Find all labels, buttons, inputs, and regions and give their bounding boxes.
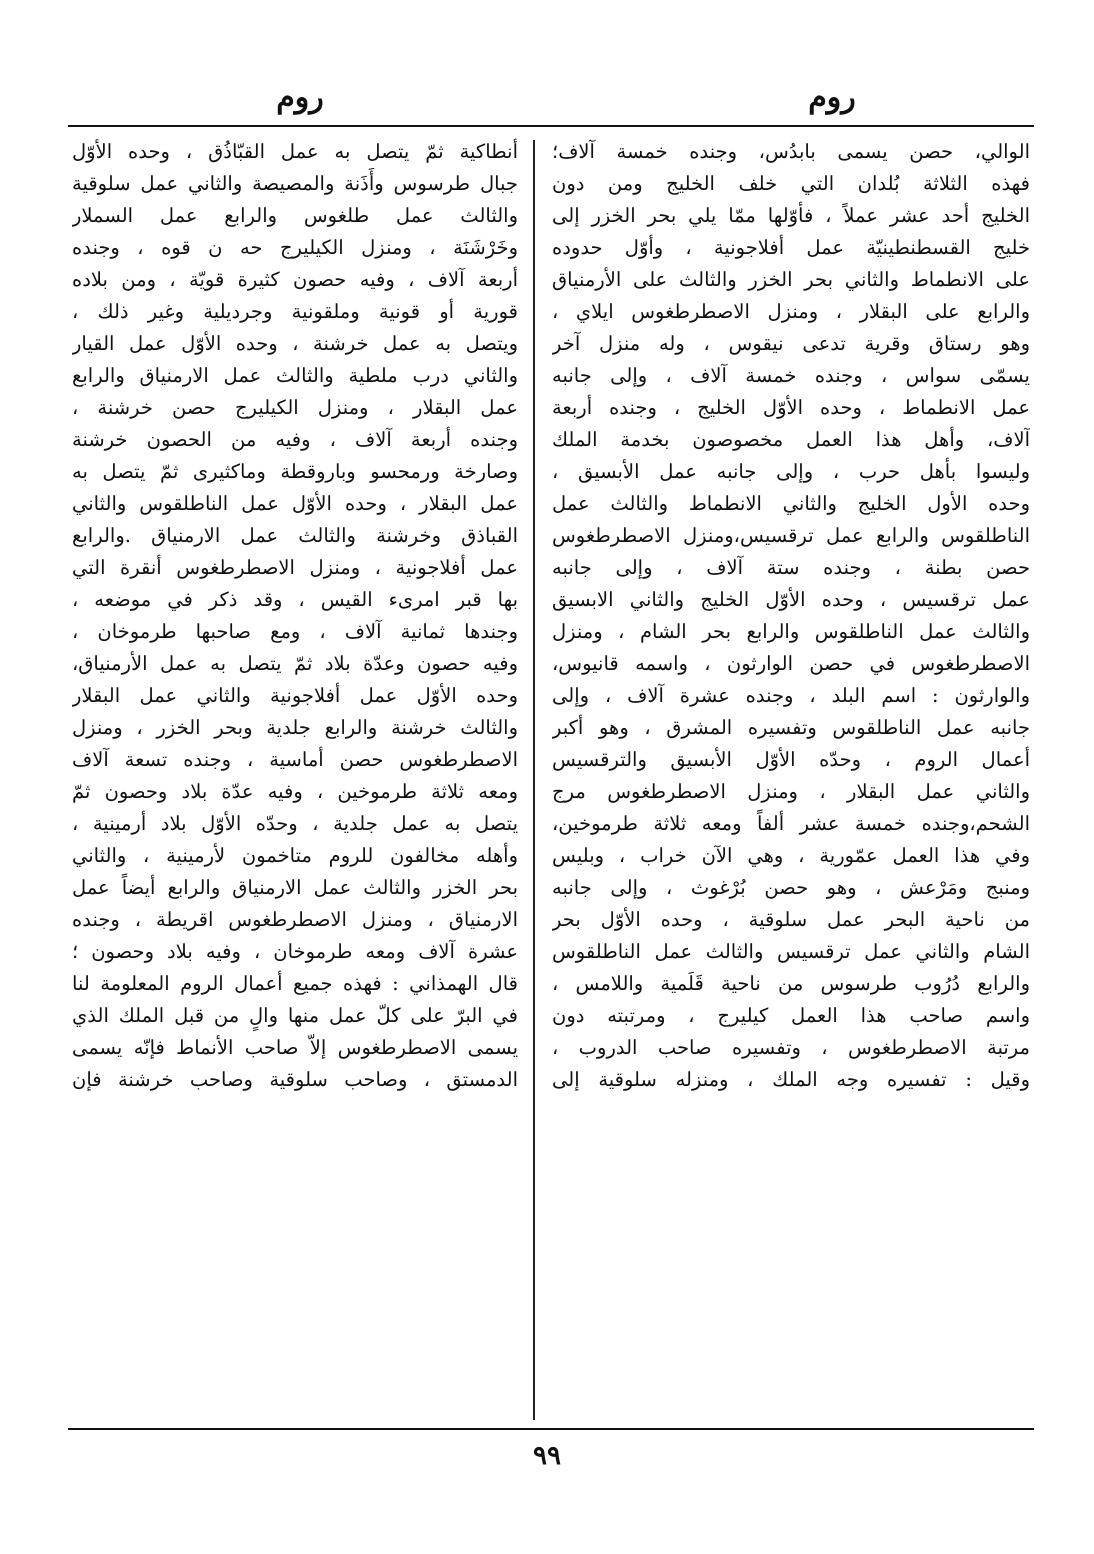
text-line: أعمال الروم ، وحدّه الأوّل الأبسيق والترقسيس [552,748,1030,771]
text-line: ويتصل به عمل خرشنة ، وحده الأوّل عمل القيار [72,332,518,355]
text-line: واسم صاحب هذا العمل كيليرج ، ومرتبته دون [552,1004,1030,1027]
text-line: ومنبج ومَرْعش ، وهو حصن بُرْغوث ، وإلى جانبه [552,876,1030,899]
text-line: أربعة آلاف ، وفيه حصون كثيرة قويّة ، ومن بلاده [72,268,518,291]
text-line: عمل البقلار ، ومنزل الكيليرج حصن خرشنة ، [72,396,518,419]
text-line: قال الهمذاني : فهذه جميع أعمال الروم المعلومة لنا [72,972,518,995]
text-line: بحر الخزر والثالث عمل الارمنياق والرابع أيضاً عمل [72,876,518,899]
text-line: والثاني درب ملطية والثالث عمل الارمنياق والرابع [72,364,518,387]
text-line: الوالي، حصن يسمى بابدُس، وجنده خمسة آلاف؛ [552,140,1030,163]
running-header-left: روم [276,80,324,115]
text-line: الاصطرطغوس حصن أماسية ، وجنده تسعة آلاف [72,748,518,771]
text-line: عمل ترقسيس ، وحده الأوّل الخليج والثاني الابسيق [552,588,1030,611]
text-line: عمل أفلاجونية ، ومنزل الاصطرطغوس أنقرة التي [72,556,518,579]
text-line: وجنده أربعة آلاف ، وفيه من الحصون خرشنة [72,428,518,451]
text-line: عمل الانطماط ، وحده الأوّل الخليج ، وجنده أربعة [552,396,1030,419]
text-line: الناطلقوس والرابع عمل ترقسيس،ومنزل الاصطرطغوس [552,524,1030,547]
text-line: وليسوا بأهل حرب ، وإلى جانبه عمل الأبسيق ، [552,460,1030,483]
text-line: والرابع على البقلار ، ومنزل الاصطرطغوس ايلاي ، [552,300,1030,323]
column-separator [533,140,535,1420]
header-rule [68,125,1034,127]
text-line: عشرة آلاف ومعه طرموخان ، وفيه بلاد وحصون ؛ [72,940,518,963]
text-line: والثالث عمل طلغوس والرابع عمل السملار [72,204,518,227]
footer-rule [68,1428,1034,1430]
text-line: الاصطرطغوس في حصن الوارثون ، واسمه قانيوس، [552,652,1030,675]
text-line: حصن بطنة ، وجنده ستة آلاف ، وإلى جانبه [552,556,1030,579]
text-line: الارمنياق ، ومنزل الاصطرطغوس اقريطة ، وجنده [72,908,518,931]
text-line: فهذه الثلاثة بُلدان التي خلف الخليج ومن دون [552,172,1030,195]
text-line: خليج القسطنطينيّة عمل أفلاجونية ، وأوّل حدوده [552,236,1030,259]
text-line: مرتبة الاصطرطغوس ، وتفسيره صاحب الدروب ، [552,1036,1030,1059]
text-line: والثاني عمل البقلار ، ومنزل الاصطرطغوس مرج [552,780,1030,803]
text-line: وحده الأول الخليج والثاني الانطماط والثالث عمل [552,492,1030,515]
text-line: يتصل به عمل جلدية ، وحدّه الأوّل بلاد أرمينية ، [72,812,518,835]
text-line: وأهله مخالفون للروم متاخمون لأرمينية ، والثاني [72,844,518,867]
text-line: جبال طرسوس وأَذَنة والمصيصة والثاني عمل سلوقية [72,172,518,195]
text-line: يسمّى سواس ، وجنده خمسة آلاف ، وإلى جانبه [552,364,1030,387]
text-line: من ناحية البحر عمل سلوقية ، وحده الأوّل بحر [552,908,1030,931]
page-number: ٩٩ [533,1441,561,1471]
text-line: والوارثون : اسم البلد ، وجنده عشرة آلاف ، وإلى [552,684,1030,707]
text-line: في البرّ على كلّ عمل منها والٍ من قبل الملك الذي [72,1004,518,1027]
text-line: وفيه حصون وعدّة بلاد ثمّ يتصل به عمل الأرمنياق، [72,652,518,675]
text-line: والثالث خرشنة والرابع جلدية وبحر الخزر ، ومنزل [72,716,518,739]
running-header-right: روم [808,80,856,115]
text-line: جانبه عمل الناطلقوس وتفسيره المشرق ، وهو أكبر [552,716,1030,739]
text-line: والثالث عمل الناطلقوس والرابع بحر الشام ، ومنزل [552,620,1030,643]
text-line: عمل البقلار ، وحده الأوّل عمل الناطلقوس والثاني [72,492,518,515]
text-line: وقيل : تفسيره وجه الملك ، ومنزله سلوقية إلى [552,1068,1030,1091]
text-line: والرابع دُرُوب طرسوس من ناحية قَلَمية واللامس ، [552,972,1030,995]
text-line: الدمستق ، وصاحب سلوقية وصاحب خرشنة فإن [72,1068,518,1091]
text-line: وجندها ثمانية آلاف ، ومع صاحبها طرموخان ، [72,620,518,643]
text-line: الشام والثاني عمل ترقسيس والثالث عمل الناطلقوس [552,940,1030,963]
text-line: القباذق وخرشنة والثالث عمل الارمنياق .والرابع [72,524,518,547]
text-line: وصارخة ورمحسو وباروقطة وماكثيرى ثمّ يتصل به [72,460,518,483]
text-line: ومعه ثلاثة طرموخين ، وفيه عدّة بلاد وحصون ثمّ [72,780,518,803]
text-line: أنطاكية ثمّ يتصل به عمل القبّاذُق ، وحده الأوّل [72,140,518,163]
text-line: وخَرْشَنَة ، ومنزل الكيليرج حه ن قوه ، وجنده [72,236,518,259]
text-line: بها قبر امرىء القيس ، وقد ذكر في موضعه ، [72,588,518,611]
text-line: وهو رستاق وقرية تدعى نيقوس ، وله منزل آخر [552,332,1030,355]
text-line: قورية أو قونية وملقونية وجرديلية وغير ذلك ، [72,300,518,323]
text-line: على الانطماط والثاني بحر الخزر والثالث على الأرمنياق [552,268,1030,291]
left-column [72,136,518,1416]
text-line: الشحم،وجنده خمسة عشر ألفاً ومعه ثلاثة طرموخين، [552,812,1030,835]
text-line: وحده الأوّل عمل أفلاجونية والثاني عمل البقلار [72,684,518,707]
right-column [552,136,1030,1416]
text-line: آلاف، وأهل هذا العمل مخصوصون بخدمة الملك [552,428,1030,451]
text-line: وفي هذا العمل عمّورية ، وهي الآن خراب ، وبليس [552,844,1030,867]
text-line: الخليج أحد عشر عملاً ، فأوّلها ممّا يلي بحر الخزر إلى [552,204,1030,227]
text-line: يسمى الاصطرطغوس إلاّ صاحب الأنماط فإنّه يسمى [72,1036,518,1059]
